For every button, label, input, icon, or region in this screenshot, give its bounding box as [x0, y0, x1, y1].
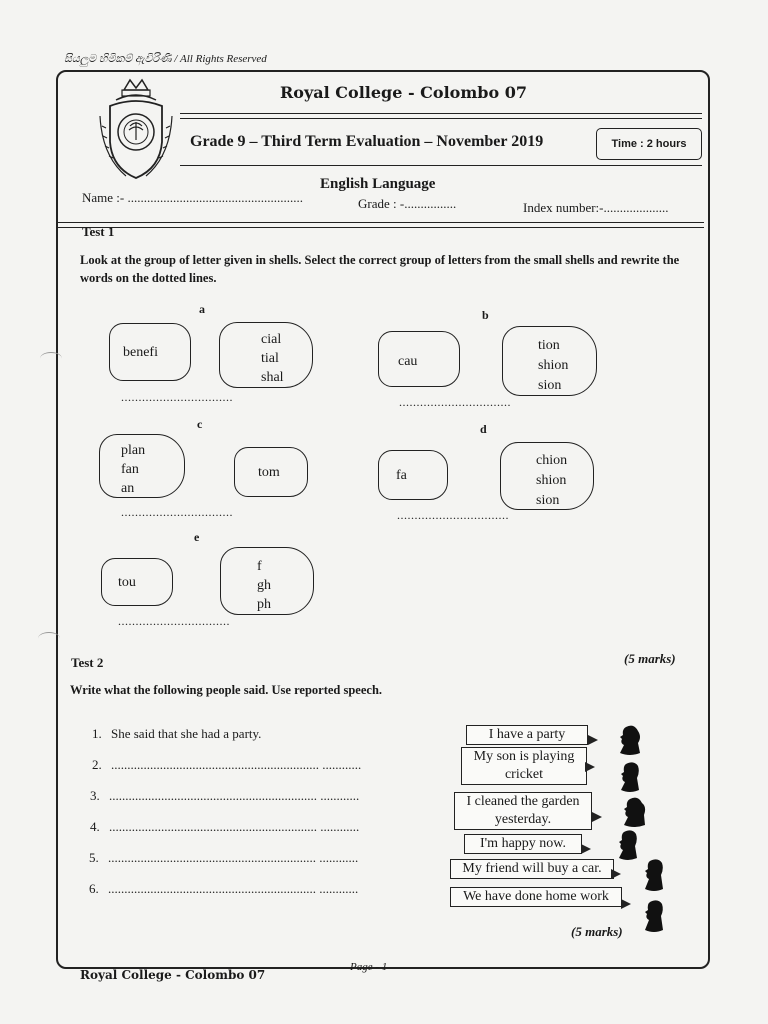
option: f — [257, 559, 262, 574]
college-crest-icon — [96, 76, 176, 186]
woman-silhouette-icon — [616, 723, 644, 757]
answer-row[interactable] — [92, 757, 361, 773]
divider — [180, 118, 702, 119]
punch-hole — [40, 352, 62, 365]
shell-d-stem-text: fa — [396, 468, 407, 483]
option: tial — [261, 351, 279, 366]
answer-line-e[interactable]: ................................ — [118, 614, 230, 628]
test2-marks: (5 marks) — [571, 924, 623, 939]
test2-title: Test 2 — [71, 655, 104, 670]
row-text[interactable]: ................................................................ ............ — [109, 819, 360, 834]
pointer-icon — [592, 812, 602, 822]
pointer-icon — [585, 762, 595, 772]
boy-silhouette-icon — [616, 828, 642, 862]
row-number: 6. — [89, 881, 99, 896]
shell-b-stem-text: cau — [398, 354, 418, 369]
option: sion — [538, 378, 562, 393]
stem-line: an — [121, 481, 135, 496]
shell-a-options-text — [261, 330, 284, 387]
answer-row[interactable] — [90, 819, 359, 835]
option: chion — [536, 453, 568, 468]
pointer-icon — [621, 899, 631, 909]
speech-bubble: My friend will buy a car. — [450, 859, 614, 879]
shell-e-stem-text: tou — [118, 575, 136, 590]
divider — [180, 165, 702, 166]
shell-a-stem-text: benefi — [123, 345, 158, 360]
college-title: Royal College - Colombo 07 — [280, 83, 527, 102]
speech-bubble: I have a party — [466, 725, 588, 745]
item-b-letter: b — [482, 308, 489, 322]
option: ph — [257, 597, 271, 612]
answer-line-b[interactable]: ................................ — [399, 395, 511, 409]
test1-title: Test 1 — [82, 224, 115, 239]
answer-row[interactable] — [89, 881, 358, 897]
option: cial — [261, 332, 282, 347]
stem-line: plan — [121, 443, 146, 458]
row-number: 2. — [92, 757, 102, 772]
divider — [180, 113, 702, 114]
option: shion — [536, 473, 567, 488]
item-a-letter: a — [199, 302, 205, 316]
shell-b-options-text — [538, 336, 568, 396]
row-number: 3. — [90, 788, 100, 803]
option: shal — [261, 370, 284, 385]
page-number: Page - 1 — [350, 961, 388, 973]
option: gh — [257, 578, 271, 593]
row-text[interactable]: ................................................................ ............ — [108, 881, 359, 896]
answer-row — [92, 726, 261, 742]
row-text[interactable]: ................................................................ ............ — [108, 850, 359, 865]
row-number: 5. — [89, 850, 99, 865]
grade-field[interactable]: Grade : -................ — [358, 196, 457, 211]
row-number: 1. — [92, 726, 102, 741]
row-text: She said that she had a party. — [111, 726, 262, 741]
man-silhouette-icon — [642, 898, 668, 934]
answer-row[interactable] — [89, 850, 358, 866]
time-box: Time : 2 hours — [596, 128, 702, 160]
shell-c-stem-text — [121, 441, 145, 498]
item-e-letter: e — [194, 530, 200, 544]
shell-d-options-text — [536, 451, 567, 511]
divider — [58, 222, 704, 223]
index-number-field[interactable]: Index number:-.................... — [523, 200, 669, 215]
pointer-icon — [588, 735, 598, 745]
test1-instruction: Look at the group of letter given in shells. Select the correct group of letters from the small shells and rewrite the words on the dotted lines. — [80, 253, 680, 285]
option: sion — [536, 493, 560, 508]
speech-bubble: My son is playing cricket — [461, 747, 587, 785]
item-c-letter: c — [197, 417, 203, 431]
shell-d-stem — [378, 450, 448, 500]
speech-bubble: I'm happy now. — [464, 834, 582, 854]
pointer-icon — [611, 869, 621, 879]
footer-college: Royal College - Colombo 07 — [80, 968, 266, 982]
row-number: 4. — [90, 819, 100, 834]
man-silhouette-icon — [642, 857, 668, 893]
row-text[interactable]: ................................................................ ............ — [109, 788, 360, 803]
answer-row[interactable] — [90, 788, 359, 804]
shell-b-stem — [378, 331, 460, 387]
speech-bubble: We have done home work — [450, 887, 622, 907]
subject-title: English Language — [320, 176, 436, 192]
answer-line-a[interactable]: ................................ — [121, 390, 233, 404]
girl-silhouette-icon — [620, 795, 648, 829]
rights-reserved: සියලුම හිමිකම් ඇවිරිණි / All Rights Reserved — [64, 53, 267, 65]
row-text[interactable]: ................................................................ ............ — [111, 757, 362, 772]
shell-e-options-text — [257, 557, 271, 614]
punch-hole — [38, 632, 60, 645]
pointer-icon — [581, 844, 591, 854]
shell-e-stem — [101, 558, 173, 606]
exam-title: Grade 9 – Third Term Evaluation – November 2019 — [190, 133, 544, 150]
item-d-letter: d — [480, 422, 487, 436]
option: shion — [538, 358, 569, 373]
man-silhouette-icon — [618, 760, 644, 794]
divider — [58, 227, 704, 228]
answer-line-c[interactable]: ................................ — [121, 505, 233, 519]
shell-c-end-text: tom — [258, 465, 280, 480]
answer-line-d[interactable]: ................................ — [397, 508, 509, 522]
test2-instruction: Write what the following people said. Use reported speech. — [70, 683, 383, 697]
test1-marks: (5 marks) — [624, 651, 676, 666]
stem-line: fan — [121, 462, 139, 477]
name-field[interactable]: Name :- ...................................................... — [82, 190, 303, 205]
option: tion — [538, 338, 560, 353]
speech-bubble: I cleaned the garden yesterday. — [454, 792, 592, 830]
